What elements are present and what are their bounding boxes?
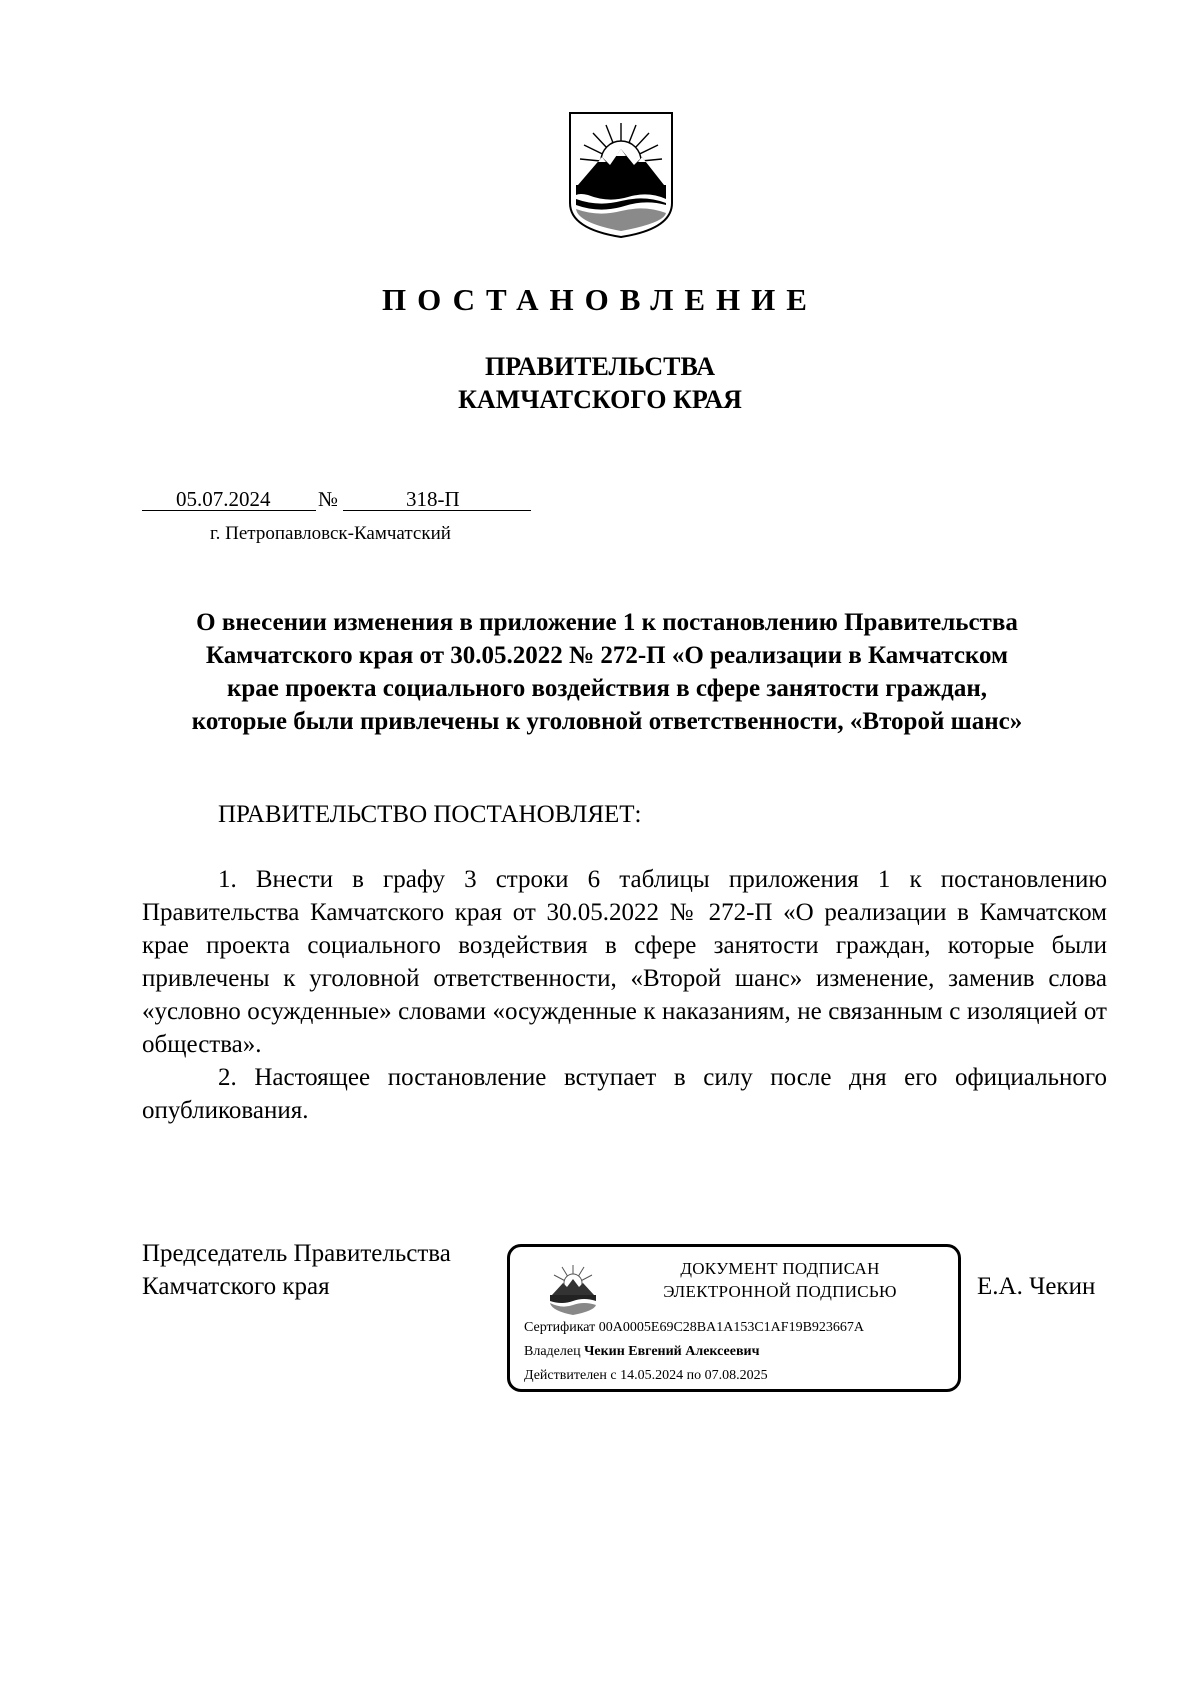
stamp-heading-line: ДОКУМЕНТ ПОДПИСАН [680, 1259, 880, 1278]
title-line: Камчатского края от 30.05.2022 № 272-П «О реализации в Камчатском [205, 642, 1009, 669]
kamchatka-coat-of-arms-icon [546, 1261, 600, 1317]
signer-name: Е.А. Чекин [977, 1273, 1096, 1300]
document-title [142, 606, 1072, 738]
stamp-heading [620, 1257, 940, 1303]
valid-to: 07.08.2025 [704, 1368, 768, 1383]
decree-statement: ПРАВИТЕЛЬСТВО ПОСТАНОВЛЯЕТ: [218, 801, 642, 828]
validity-label: Действителен с [524, 1368, 617, 1383]
number-sign: № [318, 487, 339, 511]
signer-position [142, 1237, 451, 1303]
document-number: 318-П [406, 487, 460, 511]
issuer-heading [0, 350, 1200, 416]
validity-line [524, 1367, 768, 1385]
certificate-label: Сертификат [524, 1320, 596, 1335]
owner-line [524, 1343, 759, 1361]
issuer-line: КАМЧАТСКОГО КРАЯ [458, 385, 742, 414]
certificate-line [524, 1319, 864, 1337]
signer-position-line: Председатель Правительства [142, 1240, 451, 1267]
kamchatka-coat-of-arms-icon [568, 111, 674, 239]
certificate-value: 00A0005E69C28BA1A153C1AF19B923667A [598, 1320, 865, 1335]
title-line: О внесении изменения в приложение 1 к постановлению Правительства [196, 609, 1018, 636]
stamp-heading-line: ЭЛЕКТРОННОЙ ПОДПИСЬЮ [663, 1282, 897, 1301]
document-type-heading: ПОСТАНОВЛЕНИЕ [382, 282, 818, 317]
title-line: крае проекта социального воздействия в сфере занятости граждан, [227, 675, 987, 702]
title-line: которые были привлечены к уголовной ответственности, «Второй шанс» [191, 708, 1023, 735]
paragraph: 2. Настоящее постановление вступает в силу после дня его официального опубликования. [142, 1064, 1107, 1124]
signer-position-line: Камчатского края [142, 1273, 330, 1300]
valid-from: 14.05.2024 [620, 1368, 684, 1383]
electronic-signature-stamp [507, 1244, 961, 1392]
valid-to-label: по [686, 1368, 702, 1383]
paragraph: 1. Внести в графу 3 строки 6 таблицы приложения 1 к постановлению Правительства Камчатского края от 30.05.2022 № 272-П «О реализации в Камчатском крае проекта социального воздействия в сфере занятости граждан, которые были привлечены к уголовной ответственности, «Второй шанс» изменение, заменив слова «условно осужденные» словами «осужденные к наказаниям, не связанным с изоляцией от общества». [142, 866, 1107, 1058]
owner-label: Владелец [524, 1344, 581, 1359]
issuer-line: ПРАВИТЕЛЬСТВА [485, 352, 715, 381]
document-body [142, 863, 1107, 1127]
owner-value: Чекин Евгений Алексеевич [584, 1344, 760, 1359]
issue-place: г. Петропавловск-Камчатский [210, 523, 451, 544]
document-date: 05.07.2024 [176, 487, 271, 511]
